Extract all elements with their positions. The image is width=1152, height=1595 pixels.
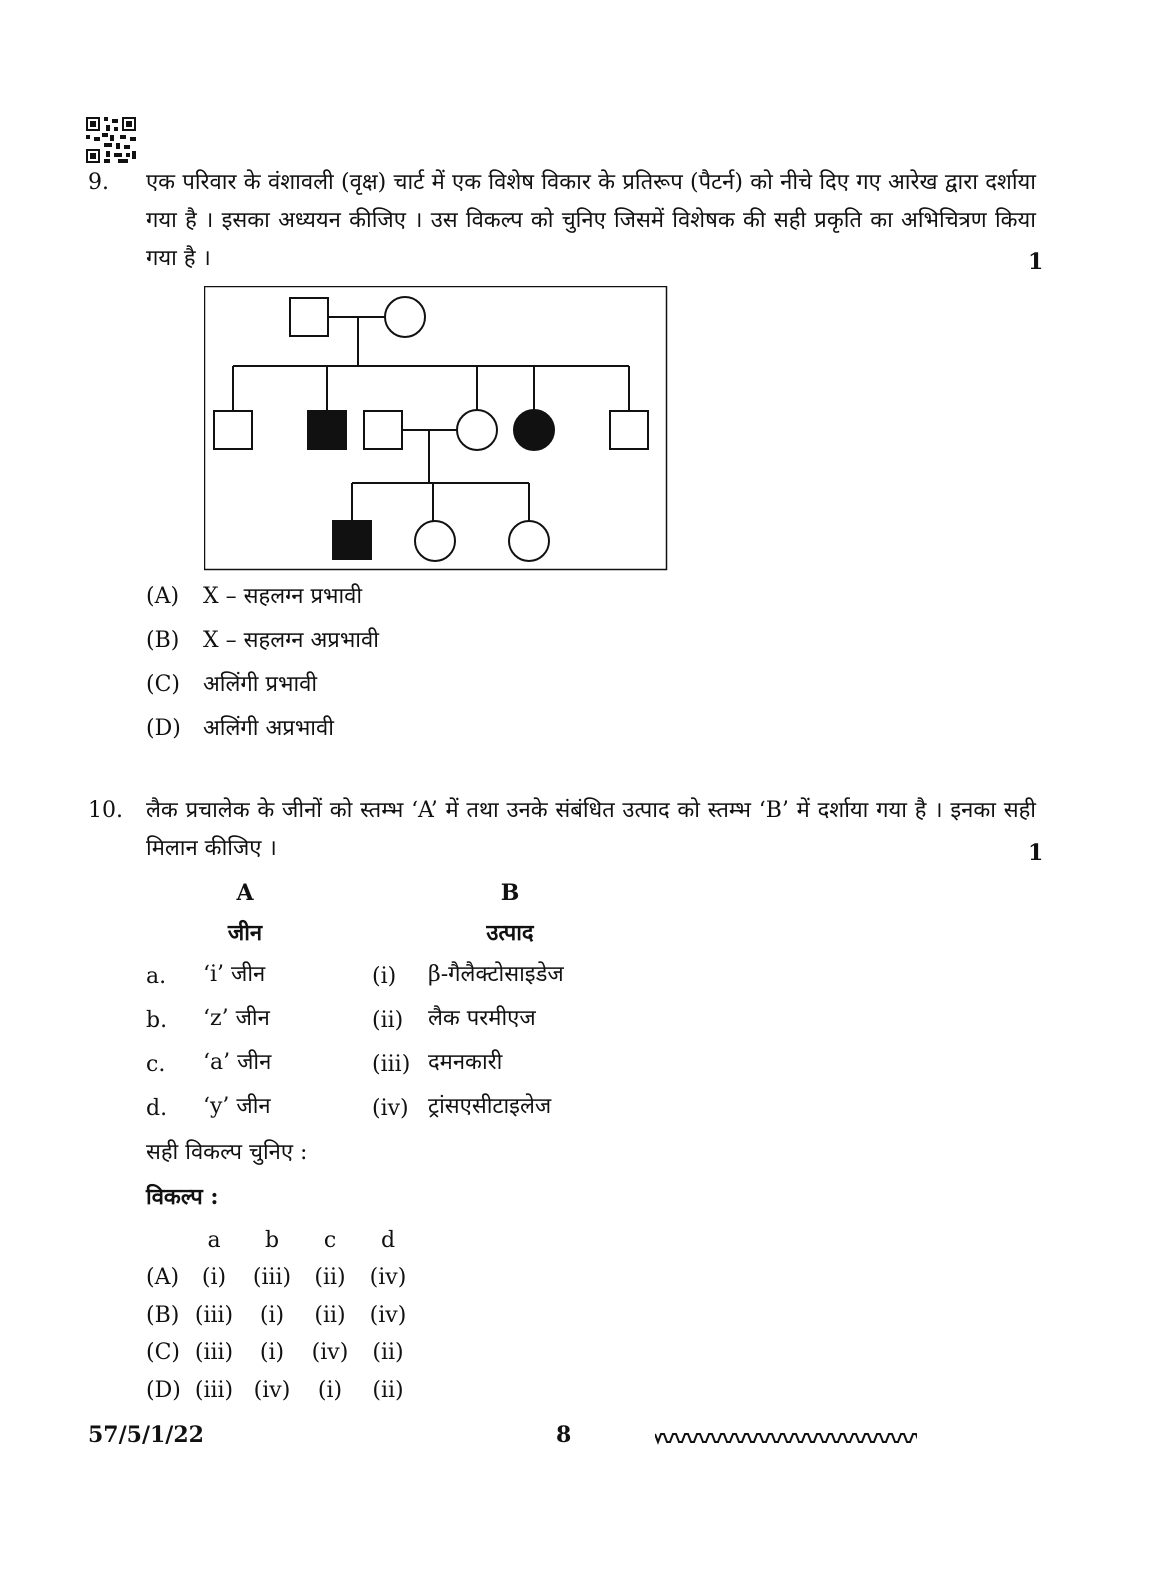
option-header-c: c <box>323 1228 337 1253</box>
q9-number: 9. <box>88 170 109 195</box>
wavy-line-decoration <box>655 1430 917 1446</box>
option-header-b: b <box>264 1228 280 1253</box>
pedigree-male-unaffected <box>290 298 328 336</box>
column-a-heading: A <box>236 880 254 906</box>
paper-code: 57/5/1/22 <box>88 1422 204 1448</box>
option-row-c-label: (C) <box>146 1340 180 1365</box>
q9-option-a-text: X – सहलग्न प्रभावी <box>203 584 363 609</box>
qr-code <box>86 117 136 163</box>
option-header-d: d <box>380 1228 396 1253</box>
pedigree-female-affected <box>514 410 554 450</box>
option-row-a-value: (i) <box>201 1265 227 1290</box>
pedigree-female-unaffected <box>509 521 549 561</box>
match-row-b-product: लैक परमीएज <box>428 1006 536 1031</box>
q10-instruction: सही विकल्प चुनिए : <box>146 1140 308 1165</box>
q9-option-c-label: (C) <box>146 672 180 697</box>
q9-option-c-text: अलिंगी प्रभावी <box>203 672 318 697</box>
match-row-a-gene: ‘i’ जीन <box>203 962 266 987</box>
option-row-d-value: (iv) <box>253 1378 291 1403</box>
q9-option-d-label: (D) <box>146 716 181 741</box>
pedigree-female-unaffected <box>415 521 455 561</box>
option-row-c-value: (ii) <box>372 1340 404 1365</box>
option-row-c-value: (iv) <box>311 1340 349 1365</box>
option-row-a-value: (iii) <box>252 1265 292 1290</box>
option-row-b-value: (ii) <box>314 1303 346 1328</box>
q9-option-d-text: अलिंगी अप्रभावी <box>203 716 334 741</box>
option-header-a: a <box>207 1228 221 1253</box>
option-row-c-value: (iii) <box>194 1340 234 1365</box>
q10-number: 10. <box>88 798 123 823</box>
q9-option-a-label: (A) <box>146 584 180 609</box>
q9-text: एक परिवार के वंशावली (वृक्ष) चार्ट में एक विशेष विकार के प्रतिरूप (पैटर्न) को नीचे दिए गए आरेख द्वारा दर्शाया गया है । इसका अध्ययन कीजिए । उस विकल्प को चुनिए जिसमें विशेषक की सही प्रकृति का अभिचित्रण किया गया है । <box>146 170 1036 271</box>
page-number: 8 <box>556 1422 572 1448</box>
q9-option-b-text: X – सहलग्न अप्रभावी <box>203 628 379 653</box>
pedigree-chart <box>204 286 668 572</box>
option-row-b-value: (iii) <box>194 1303 234 1328</box>
option-row-b-label: (B) <box>146 1303 180 1328</box>
match-row-c-product-label: (iii) <box>372 1052 411 1077</box>
match-row-c-product: दमनकारी <box>428 1050 503 1075</box>
match-row-b-gene: ‘z’ जीन <box>203 1006 270 1031</box>
q9-marks: 1 <box>1028 249 1044 275</box>
option-row-d-value: (ii) <box>372 1378 404 1403</box>
match-row-c-gene: ‘a’ जीन <box>203 1050 272 1075</box>
option-row-d-value: (i) <box>317 1378 343 1403</box>
match-row-a-label: a. <box>146 964 167 989</box>
column-b-subheading: उत्पाद <box>486 920 534 946</box>
option-row-d-value: (iii) <box>194 1378 234 1403</box>
pedigree-male-unaffected <box>214 411 252 449</box>
option-row-b-value: (i) <box>259 1303 285 1328</box>
q10-text: लैक प्रचालेक के जीनों को स्तम्भ ‘A’ में तथा उनके संबंधित उत्पाद को स्तम्भ ‘B’ में दर्शाया गया है । इनका सही मिलान कीजिए । <box>146 798 1036 861</box>
match-row-d-product-label: (iv) <box>372 1096 409 1121</box>
option-row-d-label: (D) <box>146 1378 181 1403</box>
pedigree-female-unaffected <box>385 297 425 337</box>
q10-marks: 1 <box>1028 840 1044 866</box>
option-row-b-value: (iv) <box>369 1303 407 1328</box>
q9-option-b-label: (B) <box>146 628 180 653</box>
option-row-a-value: (iv) <box>369 1265 407 1290</box>
match-row-a-product-label: (i) <box>372 964 397 989</box>
column-b-heading: B <box>500 880 520 906</box>
option-row-a-label: (A) <box>146 1265 180 1290</box>
match-row-a-product: β-गैलैक्टोसाइडेज <box>428 962 564 987</box>
match-row-d-gene: ‘y’ जीन <box>203 1094 271 1119</box>
pedigree-male-affected <box>308 411 346 449</box>
match-row-d-product: ट्रांसएसीटाइलेज <box>428 1094 552 1119</box>
pedigree-male-affected <box>333 521 371 559</box>
pedigree-female-unaffected <box>457 410 497 450</box>
pedigree-male-unaffected <box>610 411 648 449</box>
match-row-c-label: c. <box>146 1052 166 1077</box>
options-title: विकल्प : <box>146 1184 219 1210</box>
match-row-b-label: b. <box>146 1008 168 1033</box>
match-row-d-label: d. <box>146 1096 168 1121</box>
pedigree-male-unaffected <box>364 411 402 449</box>
column-a-subheading: जीन <box>227 920 263 946</box>
match-row-b-product-label: (ii) <box>372 1008 404 1033</box>
option-row-a-value: (ii) <box>314 1265 346 1290</box>
option-row-c-value: (i) <box>259 1340 285 1365</box>
